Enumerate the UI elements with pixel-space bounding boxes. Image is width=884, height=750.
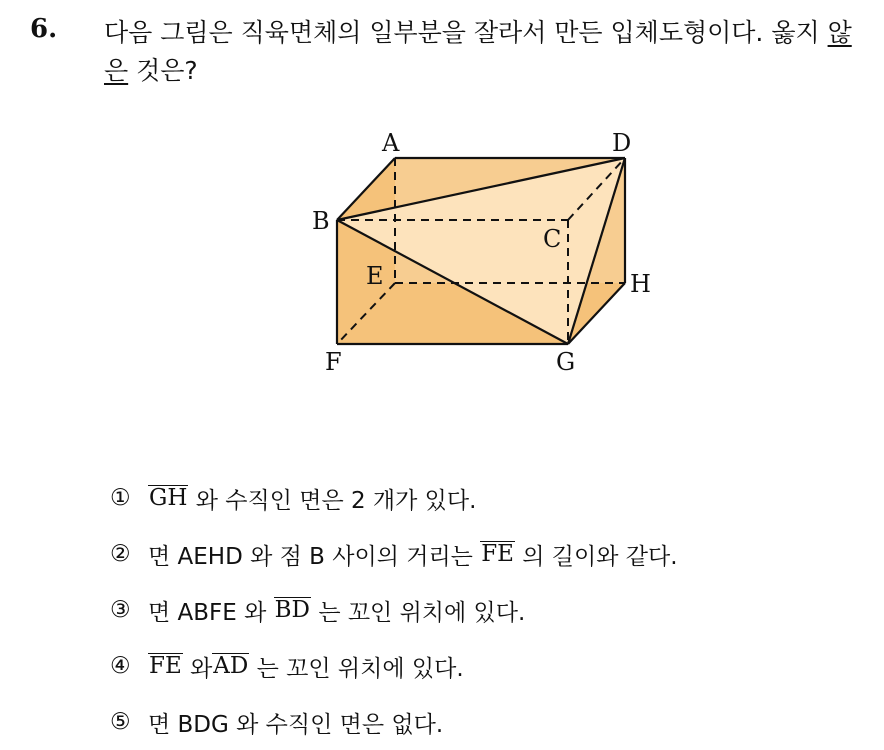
choice-1[interactable] — [110, 470, 678, 526]
label-G: G — [556, 348, 576, 376]
choice-2-mark: ② — [110, 541, 131, 567]
stem-main-text: 다음 그림은 직육면체의 일부분을 잘라서 만든 입체도형이다. 옳지 — [104, 18, 828, 47]
label-A: A — [382, 129, 400, 157]
choice-5-mark: ⑤ — [110, 709, 131, 735]
choice-4-segment-2: AD — [213, 653, 249, 680]
choice-5[interactable] — [110, 694, 678, 750]
choice-4-text: 는 꼬인 위치에 있다. — [256, 655, 464, 682]
choice-4[interactable] — [110, 638, 678, 694]
choice-2-pre-text: 면 AEHD 와 점 B 사이의 거리는 — [148, 543, 473, 570]
choice-2-segment: FE — [481, 541, 514, 568]
choice-3-mark: ③ — [110, 597, 131, 623]
stem-underlined-text: 않은 — [104, 18, 852, 85]
choice-5-text: 면 BDG 와 수직인 면은 없다. — [148, 711, 444, 738]
choice-3[interactable] — [110, 582, 678, 638]
choice-4-mid-text: 와 — [190, 655, 213, 682]
label-F: F — [325, 348, 342, 376]
stem-end-text: 것은? — [128, 56, 198, 85]
choice-3-pre-text: 면 ABFE 와 — [148, 599, 267, 626]
label-C: C — [543, 225, 562, 253]
choice-2[interactable] — [110, 526, 678, 582]
choice-4-segment-1: FE — [149, 653, 182, 680]
choice-1-mark: ① — [110, 485, 131, 511]
label-H: H — [630, 270, 651, 298]
choice-3-text: 는 꼬인 위치에 있다. — [318, 599, 526, 626]
choice-1-text: 와 수직인 면은 2 개가 있다. — [195, 487, 477, 514]
choice-3-segment: BD — [274, 597, 310, 624]
choice-4-mark: ④ — [110, 653, 131, 679]
label-D: D — [612, 129, 632, 157]
question-number: 6. — [30, 14, 58, 44]
answer-choices — [110, 470, 678, 750]
choice-2-text: 의 길이와 같다. — [522, 543, 678, 570]
choice-1-segment: GH — [149, 485, 188, 512]
label-B: B — [312, 207, 330, 235]
label-E: E — [366, 262, 384, 290]
